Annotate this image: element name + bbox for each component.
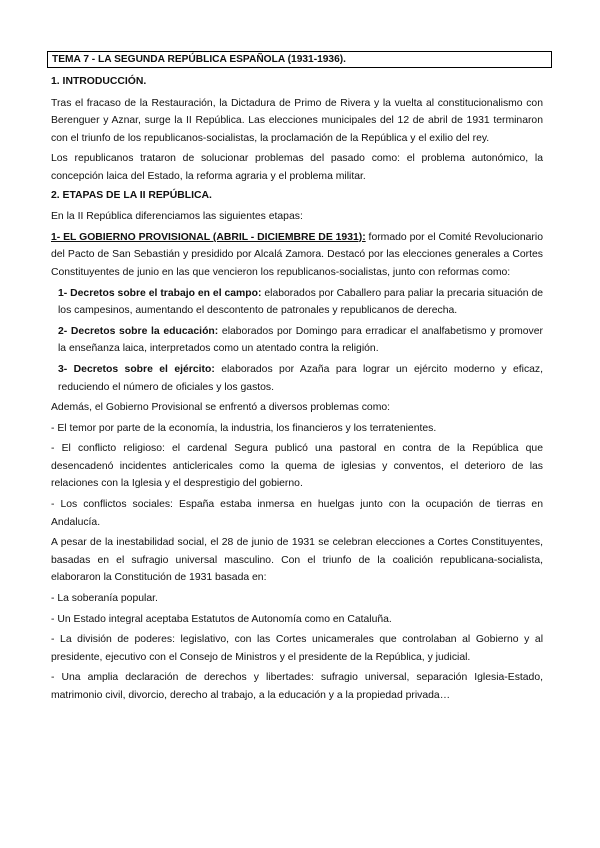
stage-1-paragraph: [51, 229, 543, 282]
intro-paragraph-1: Tras el fracaso de la Restauración, la Dictadura de Primo de Rivera y la vuelta al constitucionalismo con Berenguer y Aznar, surge la II República. Las elecciones municipales del 12 de abril de 1931 terminaron con el triunfo de los republicanos-socialistas, la proclamación de la República y el exilio del rey.: [51, 97, 543, 144]
stages-intro: En la II República diferenciamos las siguientes etapas:: [51, 211, 303, 223]
problem-item: - El conflicto religioso: el cardenal Segura publicó una pastoral en contra de la República que desencadenó incidentes anticlericales como la quema de iglesias y conventos, el deterioro de las relaciones con la Iglesia y el desprestigio del gobierno.: [51, 443, 543, 490]
problem-item: - El temor por parte de la economía, la industria, los financieros y los terratenientes.: [51, 422, 437, 434]
decree-text: elaborados por Domingo para erradicar el analfabetismo y promover la enseñanza laica, interpretados como un atentado contra la religión.: [58, 325, 543, 355]
intro-paragraph-2: Los republicanos trataron de solucionar problemas del pasado como: el problema autonómico, la concepción laica del Estado, la reforma agraria y el problema militar.: [51, 153, 543, 182]
constitution-item: - Un Estado integral aceptaba Estatutos de Autonomía como en Cataluña.: [51, 613, 392, 625]
decree-text: elaborados por Azaña para lograr un ejército moderno y eficaz, reduciendo el número de oficiales y los gastos.: [58, 363, 544, 393]
elections-paragraph: A pesar de la inestabilidad social, el 28 de junio de 1931 se celebran elecciones a Cortes Constituyentes, basadas en el sufragio universal masculino. Con el triunfo de la coalición republicana-socialista, elaboraron la Constitución de 1931 basada en:: [51, 537, 543, 584]
decree-text: elaborados por Caballero para paliar la precaria situación de los campesinos, aumentando el descontento de patronales y republicanos de derecha.: [58, 287, 544, 317]
decree-label: 2- Decretos sobre la educación:: [58, 325, 219, 337]
decree-label: 1- Decretos sobre el trabajo en el campo:: [58, 287, 262, 299]
decree-item: [58, 323, 543, 358]
stage-1-title: 1- EL GOBIERNO PROVISIONAL (ABRIL - DICIEMBRE DE 1931):: [51, 231, 366, 243]
section-2-heading: 2. ETAPAS DE LA II REPÚBLICA.: [51, 189, 212, 201]
decree-item: [58, 285, 543, 320]
stage-1-text: formado por el Comité Revolucionario del Pacto de San Sebastián y presidido por Alcalá Zamora. Destacó por las elecciones generales a Cortes Constituyentes de junio en las que vencieron los republicanos-socialistas, junto con reformas como:: [51, 231, 543, 278]
document-title: TEMA 7 - LA SEGUNDA REPÚBLICA ESPAÑOLA (1931-1936).: [47, 51, 552, 68]
constitution-item: - Una amplia declaración de derechos y libertades: sufragio universal, separación Iglesia-Estado, matrimonio civil, divorcio, derecho al trabajo, a la educación y a la propiedad privada…: [51, 672, 543, 701]
constitution-item: - La soberanía popular.: [51, 593, 158, 605]
constitution-item: - La división de poderes: legislativo, con las Cortes unicamerales que controlaban al Gobierno y al presidente, ejecutivo con el Consejo de Ministros y el presidente de la República, y judicial.: [51, 634, 543, 663]
decree-item: [58, 361, 543, 396]
problems-intro: Además, el Gobierno Provisional se enfrentó a diversos problemas como:: [51, 402, 391, 414]
problem-item: - Los conflictos sociales: España estaba inmersa en huelgas junto con la ocupación de tierras en Andalucía.: [51, 499, 543, 528]
section-1-heading: 1. INTRODUCCIÓN.: [51, 76, 147, 87]
document-body: [51, 73, 543, 705]
decree-label: 3- Decretos sobre el ejército:: [58, 363, 215, 375]
